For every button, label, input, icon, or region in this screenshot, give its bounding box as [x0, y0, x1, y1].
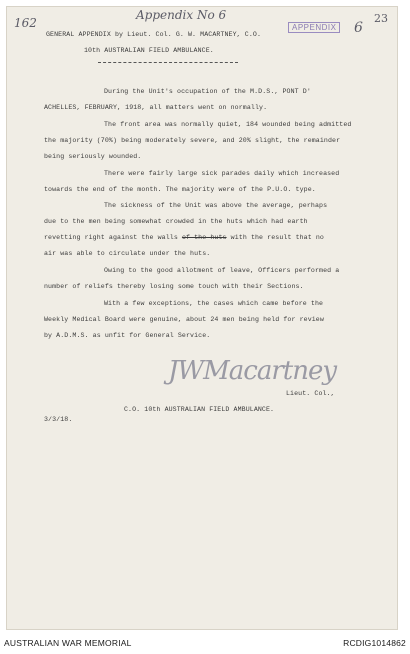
document-date: 3/3/18. — [44, 416, 73, 423]
header-line-1: GENERAL APPENDIX by Lieut. Col. G. W. MACARTNEY, C.O. — [46, 31, 262, 38]
signature-rank: Lieut. Col., — [286, 390, 335, 397]
header-underline — [98, 62, 238, 63]
footer-record-id: RCDIG1014862 — [343, 638, 406, 648]
body-line: Weekly Medical Board were genuine, about 24 men being held for review — [44, 316, 324, 323]
appendix-stamp: APPENDIX — [288, 22, 340, 33]
body-line: The front area was normally quiet, 184 wounded being admitted — [104, 121, 352, 128]
signature-title: C.O. 10th AUSTRALIAN FIELD AMBULANCE. — [124, 406, 275, 413]
body-line: by A.D.M.S. as unfit for General Service. — [44, 332, 211, 339]
body-line: Owing to the good allotment of leave, Officers performed a — [104, 267, 340, 274]
body-line: The sickness of the Unit was above the average, perhaps — [104, 202, 328, 209]
header-line-2: 10th AUSTRALIAN FIELD AMBULANCE. — [84, 47, 214, 54]
body-line: number of reliefs thereby losing some touch with their Sections. — [44, 283, 304, 290]
body-line: being seriously wounded. — [44, 153, 142, 160]
struck-text: of the huts — [181, 234, 227, 241]
body-line: air was able to circulate under the huts. — [44, 250, 211, 257]
body-text: revetting right against the walls — [44, 234, 178, 241]
page-number: 23 — [374, 12, 388, 25]
body-line — [44, 234, 324, 241]
folio-number: 162 — [14, 16, 37, 30]
body-line: With a few exceptions, the cases which came before the — [104, 300, 324, 307]
body-line: During the Unit's occupation of the M.D.S., PONT D' — [104, 88, 311, 95]
handwritten-signature: JWMacartney — [168, 356, 337, 386]
stamp-number: 6 — [354, 20, 363, 36]
handwritten-appendix-note: Appendix No 6 — [136, 8, 227, 22]
body-line: towards the end of the month. The majority were of the P.U.O. type. — [44, 186, 316, 193]
body-line: There were fairly large sick parades daily which increased — [104, 170, 340, 177]
body-line: the majority (70%) being moderately severe, and 20% slight, the remainder — [44, 137, 341, 144]
footer-institution: AUSTRALIAN WAR MEMORIAL — [4, 638, 132, 648]
body-text: with the result that no — [230, 234, 324, 241]
body-line: ACHELLES, FEBRUARY, 1918, all matters went on normally. — [44, 104, 268, 111]
body-line: due to the men being somewhat crowded in the huts which had earth — [44, 218, 308, 225]
